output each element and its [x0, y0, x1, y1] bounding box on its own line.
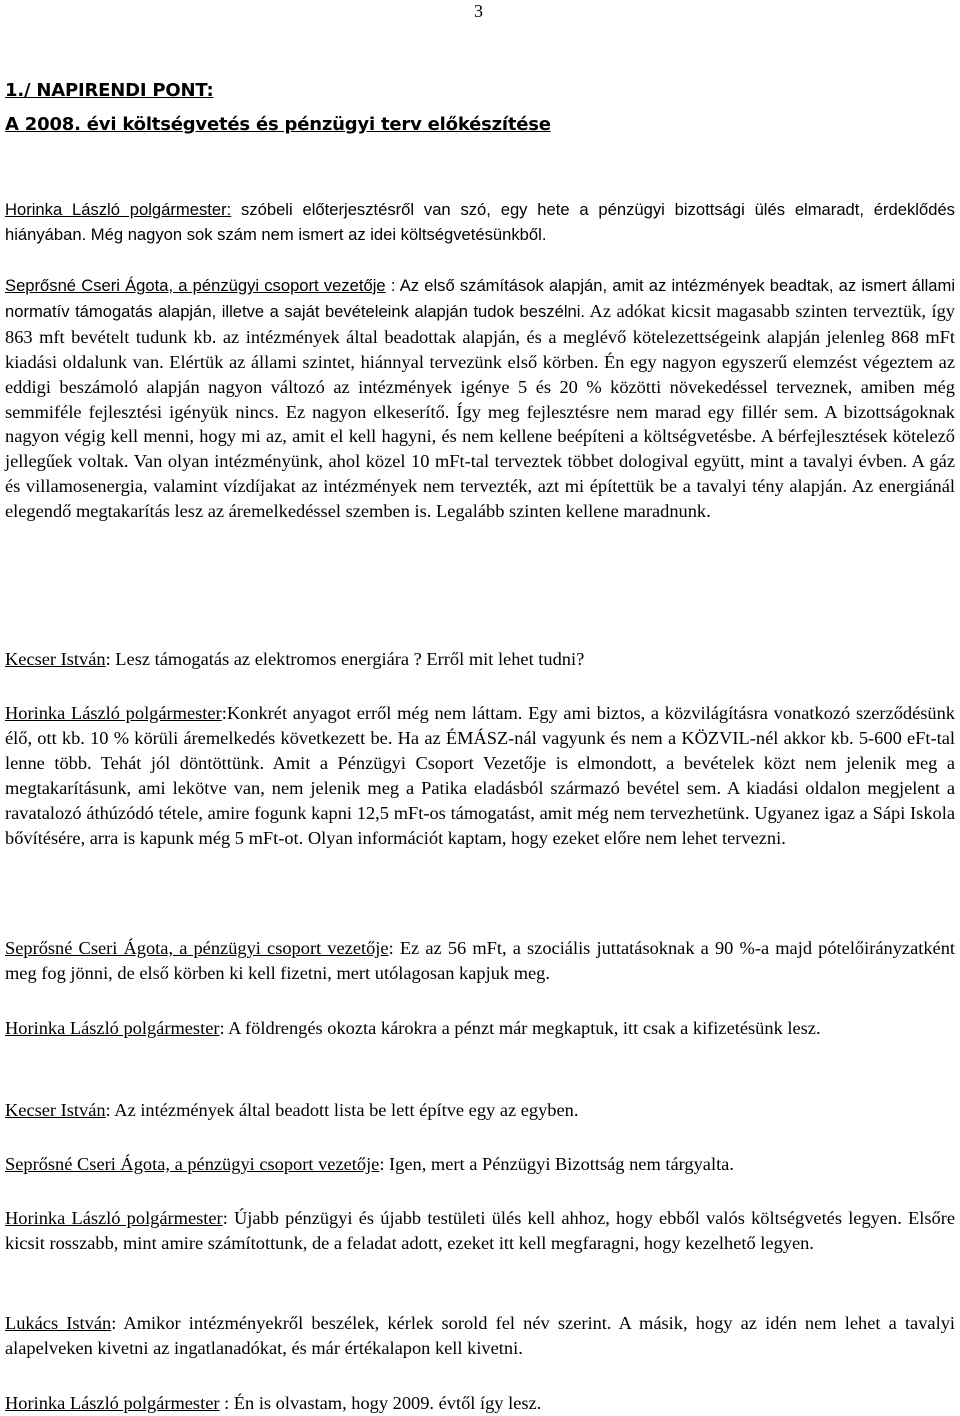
- paragraph-text: : Az első számítások alapján, amit az intézmények beadtak, az ismert állami normatív támogatás alapján, illetve a saját bevételeink alapján tudok beszélni.: [5, 276, 956, 321]
- speaker-name: Seprősné Cseri Ágota, a pénzügyi csoport vezetője: [5, 1154, 380, 1174]
- speaker-name: Kecser István: [5, 1100, 106, 1120]
- paragraph-text: : Ez az 56 mFt, a szociális juttatásoknak a 90 %-a majd pótelőirányzatként meg fog jönni, de első körben ki kell fizetni, mert utólagosan kapjuk meg.: [5, 938, 956, 983]
- paragraph-horinka-5: [5, 1391, 955, 1416]
- page-number: 3: [474, 1, 483, 21]
- topic-heading: A 2008. évi költségvetés és pénzügyi terv előkészítése: [5, 114, 551, 135]
- paragraph-seprosne-3: [5, 1152, 955, 1177]
- paragraph-text: : Igen, mert a Pénzügyi Bizottság nem tárgyalta.: [379, 1154, 734, 1174]
- paragraph-text: : Amikor intézményekről beszélek, kérlek sorold fel név szerint. A másik, hogy az idén nem lehet a tavalyi alapelveken kivetni az ingatlanadókat, és már értékalapon kell kivetni.: [5, 1313, 955, 1358]
- paragraph-horinka-1: [5, 198, 955, 248]
- speaker-name: Kecser István: [5, 649, 106, 669]
- speaker-name: Horinka László polgármester:: [5, 200, 232, 219]
- paragraph-text: : Újabb pénzügyi és újabb testületi ülés kell ahhoz, hogy ebből valós költségvetés legyen. Elsőre kicsit rosszabb, mint amire számítottunk, de a feladat adott, ezeket itt kell megfaragni, hogy kezelhető legyen.: [5, 1208, 955, 1253]
- paragraph-text: : Az intézmények által beadott lista be lett építve egy az egyben.: [105, 1100, 579, 1120]
- paragraph-kecser-2: [5, 1098, 955, 1123]
- speaker-name: Horinka László polgármester: [5, 1208, 223, 1228]
- paragraph-seprosne-1: [5, 273, 955, 524]
- speaker-name: Seprősné Cseri Ágota, a pénzügyi csoport vezetője: [5, 276, 386, 295]
- speaker-name: Seprősné Cseri Ágota, a pénzügyi csoport vezetője: [5, 938, 389, 958]
- paragraph-horinka-4: [5, 1206, 955, 1256]
- speaker-name: Lukács István: [5, 1313, 112, 1333]
- speaker-name: Horinka László polgármester: [5, 1393, 220, 1413]
- agenda-heading: 1./ NAPIRENDI PONT:: [5, 80, 214, 101]
- paragraph-horinka-2: [5, 701, 955, 850]
- paragraph-text: : Lesz támogatás az elektromos energiára ? Erről mit lehet tudni?: [105, 649, 585, 669]
- paragraph-text: szóbeli előterjesztésről van szó, egy hete a pénzügyi bizottsági ülés elmaradt, érdeklődés hiányában. Még nagyon sok szám nem ismert az idei költségvetésünkből.: [5, 200, 955, 244]
- speaker-name: Horinka László polgármester: [5, 703, 222, 723]
- paragraph-horinka-3: [5, 1016, 955, 1041]
- paragraph-text-continued: Az adókat kicsit magasabb szinten terveztük, így 863 mft bevételt tudunk kb. az intézmények által beadottak alapján, és a meglévő kötelezettségeink alapján jelenleg 868 mFt kiadási oldalunk van. Elértük az állami szintet, hiánnyal tervezünk első körben. Én egy nagyon egyszerű elemzést végeztem az eddigi beszámoló alapján nagyon változó az intézmények igénye 5 és 20 % közötti növekedéssel terveznek, amiben még semmiféle fejlesztési igényük nincs. Ez nagyon elkeserítő. Így meg fejlesztésre nem marad egy fillér sem. A bizottságoknak nagyon végig kell menni, hogy mi az, amit el kell hagyni, és nem kellene beépíteni a költségvetésbe. A bérfejlesztések kötelező jellegűek voltak. Van olyan intézményünk, ahol közel 10 mFt-tal terveztek többet dologival együtt, mint a tavalyi évben. A gáz és villamosenergia, valamint vízdíjakat az intézmények nem tervezték, azt mi építettük be a tavalyi tény alapján. Az energiánál elegendő megtakarítás lesz az áremelkedéssel szemben is. Legalább szinten kellene maradnunk.: [5, 300, 955, 522]
- paragraph-text: : A földrengés okozta károkra a pénzt már megkaptuk, itt csak a kifizetésünk lesz.: [219, 1018, 821, 1038]
- paragraph-lukacs-1: [5, 1311, 955, 1361]
- paragraph-text: :Konkrét anyagot erről még nem láttam. Egy ami biztos, a közvilágításra vonatkozó szerződésünk élő, ott kb. 10 % körüli áremelkedés következett be. Ha az ÉMÁSZ-nál vagyunk és nem a KÖZVIL-nél akkor kb. 5-600 eFt-tal lenne több. Tehát jól döntöttünk. Amit a Pénzügyi Csoport Vezetője is elmondott, a bevételek közt nem jelenik meg a megtakarításunk, ami lekötve van, nem jelenik meg a Patika eladásból származó bevétel sem. A kiadási oldalon megjelent a ravatalozó áthúzódó tétele, amire fogunk kapni 12,5 mFt-os támogatást, amit még nem tervezhetünk. Ugyanez igaz a Sápi Iskola bővítésére, arra is kapunk még 5 mFt-ot. Olyan információt kaptam, hogy ezeket előre nem lehet tervezni.: [5, 703, 956, 848]
- speaker-name: Horinka László polgármester: [5, 1018, 220, 1038]
- paragraph-text: : Én is olvastam, hogy 2009. évtől így lesz.: [219, 1393, 542, 1413]
- paragraph-kecser-1: [5, 647, 955, 672]
- paragraph-seprosne-2: [5, 936, 955, 986]
